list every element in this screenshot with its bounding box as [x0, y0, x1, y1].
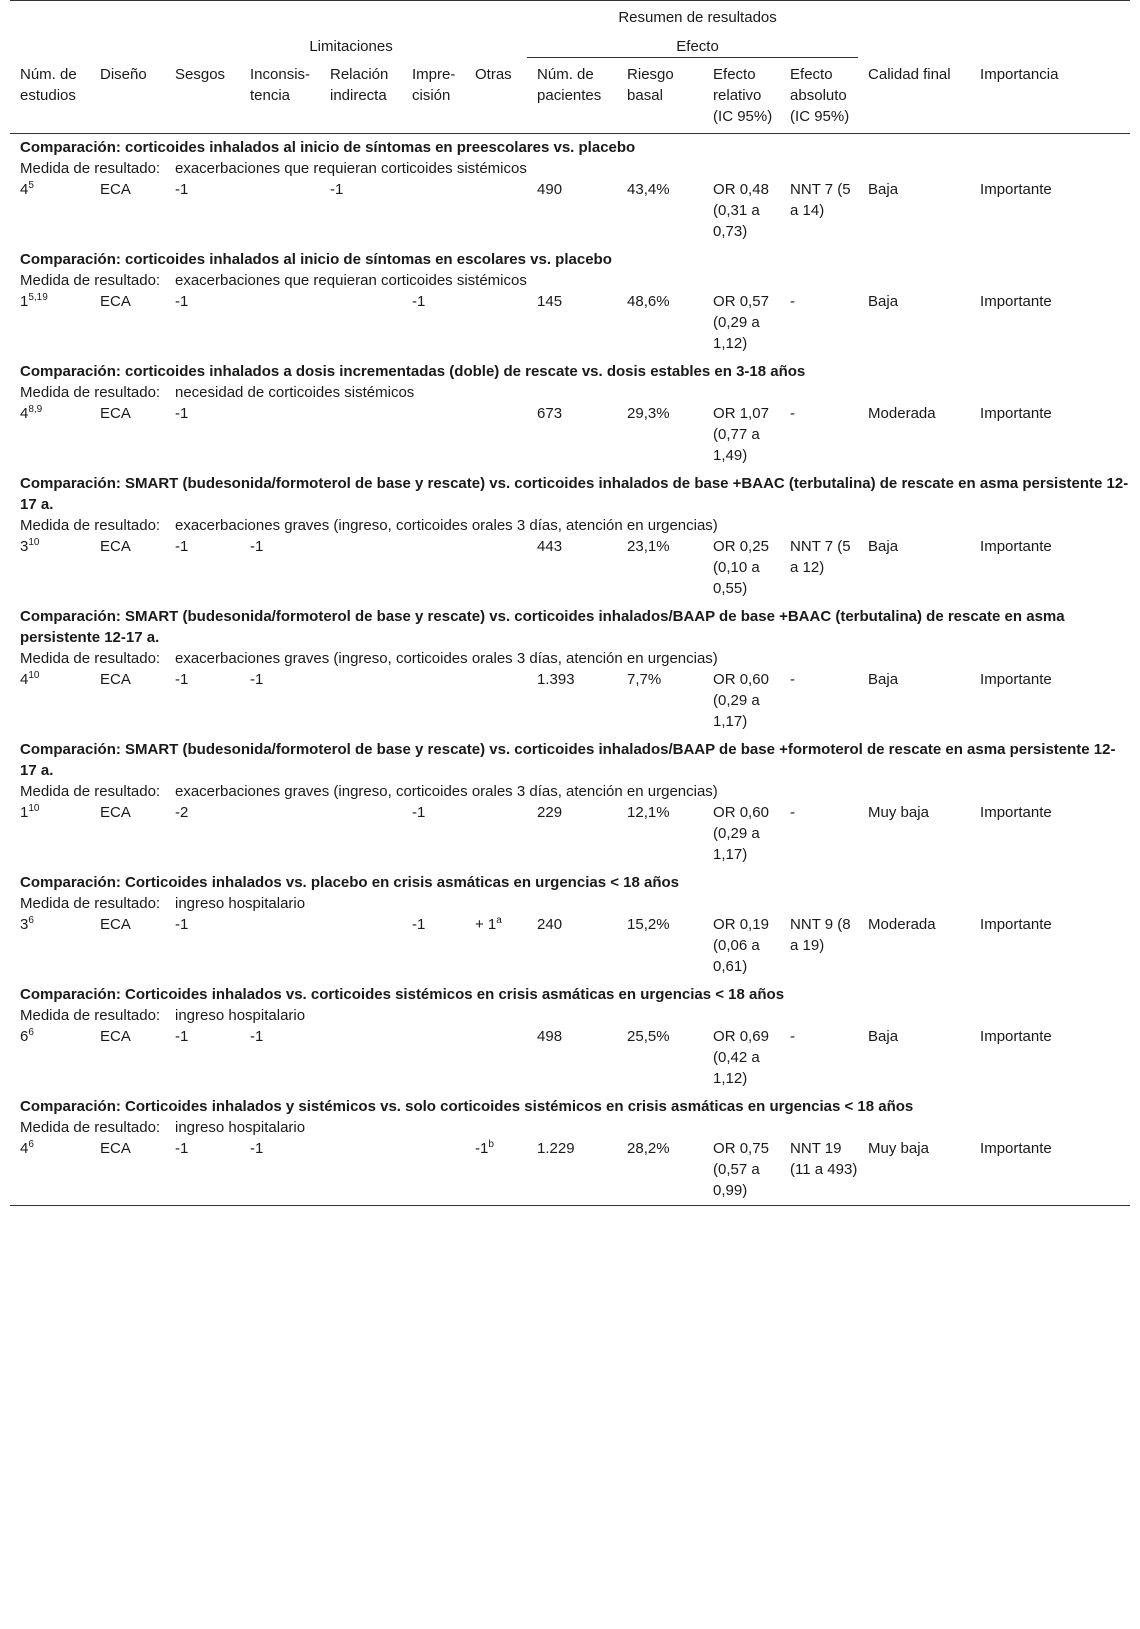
outcome-measure-label: Medida de resultado:	[20, 517, 161, 534]
sesgos-cell: -1	[175, 405, 189, 422]
comparison-title: Comparación: corticoides inhalados al inicio de síntomas en escolares vs. placebo	[20, 251, 612, 268]
outcome-measure: exacerbaciones graves (ingreso, corticoides orales 3 días, atención en urgencias)	[175, 783, 718, 800]
num-pacientes-cell: 498	[537, 1028, 563, 1045]
col-num-estudios: Núm. de estudios	[10, 58, 90, 134]
col-efecto-absoluto: Efecto absoluto (IC 95%)	[780, 58, 858, 134]
diseno-cell: ECA	[100, 804, 131, 821]
col-diseno: Diseño	[90, 58, 165, 134]
comparison-row	[10, 736, 1130, 781]
efecto-absoluto-cell: NNT 9 (8 a 19)	[790, 916, 851, 954]
otras-cell	[465, 291, 527, 358]
riesgo-basal-cell: 25,5%	[627, 1028, 670, 1045]
outcome-measure-row	[10, 893, 1130, 914]
inconsistencia-cell	[240, 914, 320, 981]
inconsistencia-cell: -1	[240, 1138, 320, 1206]
reference-superscript: 6	[28, 1139, 34, 1150]
efecto-relativo-cell: OR 0,25 (0,10 a 0,55)	[713, 538, 769, 597]
table-row	[10, 1026, 1130, 1093]
imprecision-cell	[402, 1138, 465, 1206]
efecto-absoluto-cell: -	[790, 405, 796, 422]
importancia-cell: Importante	[970, 1138, 1130, 1206]
imprecision-cell	[402, 403, 465, 470]
relacion-indirecta-cell	[320, 291, 402, 358]
col-relacion-indirecta: Relación indirecta	[320, 58, 402, 134]
imprecision-cell: -1	[412, 916, 426, 933]
num-pacientes-cell: 1.229	[527, 1138, 617, 1206]
relacion-indirecta-cell: -1	[330, 181, 344, 198]
outcome-measure-row	[10, 382, 1130, 403]
sesgos-cell: -1	[175, 181, 189, 198]
comparison-row	[10, 981, 1130, 1005]
diseno-cell: ECA	[100, 181, 131, 198]
col-imprecision: Impre-cisión	[402, 58, 465, 134]
num-estudios: 4	[20, 181, 29, 198]
outcome-measure: exacerbaciones que requieran corticoides sistémicos	[175, 272, 527, 289]
outcome-measure-row	[10, 781, 1130, 802]
riesgo-basal-cell: 15,2%	[627, 916, 670, 933]
imprecision-cell	[402, 179, 465, 246]
imprecision-cell	[402, 669, 465, 736]
calidad-final-cell: Moderada	[868, 916, 936, 933]
otras-cell	[465, 669, 527, 736]
imprecision-cell	[402, 536, 465, 603]
otras-value: + 1	[475, 916, 497, 933]
importancia-cell: Importante	[980, 293, 1052, 310]
table-body	[10, 134, 1130, 1206]
calidad-final-cell: Baja	[868, 538, 899, 555]
importancia-cell: Importante	[980, 1028, 1052, 1045]
outcome-measure-row	[10, 515, 1130, 536]
outcome-measure-label: Medida de resultado:	[20, 384, 161, 401]
num-estudios-cell	[10, 914, 90, 981]
reference-superscript: 10	[28, 670, 40, 681]
num-estudios-cell	[10, 1138, 90, 1206]
riesgo-basal-cell: 7,7%	[627, 671, 662, 688]
num-estudios: 1	[20, 293, 29, 310]
imprecision-cell: -1	[412, 804, 426, 821]
table-row	[10, 536, 1130, 603]
num-pacientes-cell: 443	[537, 538, 563, 555]
outcome-measure: necesidad de corticoides sistémicos	[175, 384, 415, 401]
outcome-measure-label: Medida de resultado:	[20, 650, 161, 667]
comparison-title: Comparación: Corticoides inhalados vs. corticoides sistémicos en crisis asmáticas en urgencias < 18 años	[20, 986, 785, 1003]
otras-cell	[465, 536, 527, 603]
num-estudios: 4	[20, 671, 29, 688]
inconsistencia-cell	[240, 403, 320, 470]
otras-cell	[465, 179, 527, 246]
relacion-indirecta-cell	[320, 669, 402, 736]
calidad-final-cell: Moderada	[868, 405, 936, 422]
table-header	[10, 1, 1130, 134]
header-limitaciones: Limitaciones	[309, 38, 393, 55]
sesgos-cell: -1	[175, 671, 189, 688]
outcome-measure-row	[10, 1117, 1130, 1138]
reference-superscript: 10	[28, 803, 40, 814]
num-pacientes-cell: 145	[537, 293, 563, 310]
efecto-relativo-cell: OR 0,57 (0,29 a 1,12)	[713, 293, 769, 352]
comparison-title: Comparación: Corticoides inhalados y sistémicos vs. solo corticoides sistémicos en crisis asmáticas en urgencias < 18 años	[20, 1098, 914, 1115]
table-row	[10, 669, 1130, 736]
outcome-measure-label: Medida de resultado:	[20, 895, 161, 912]
imprecision-cell	[402, 1026, 465, 1093]
calidad-final-cell: Baja	[868, 293, 899, 310]
efecto-relativo-cell: OR 0,60 (0,29 a 1,17)	[713, 804, 769, 863]
otras-cell	[465, 1138, 527, 1206]
sesgos-cell: -1	[165, 1138, 240, 1206]
diseno-cell: ECA	[100, 1028, 131, 1045]
importancia-cell: Importante	[980, 181, 1052, 198]
efecto-relativo-cell: OR 0,69 (0,42 a 1,12)	[713, 1028, 769, 1087]
num-estudios-cell	[10, 291, 90, 358]
table-row	[10, 179, 1130, 246]
header-efecto: Efecto	[527, 28, 858, 58]
sesgos-cell: -1	[175, 293, 189, 310]
efecto-absoluto-cell: NNT 7 (5 a 12)	[790, 538, 851, 576]
riesgo-basal-cell: 43,4%	[627, 181, 670, 198]
col-inconsistencia: Inconsis-tencia	[240, 58, 320, 134]
num-pacientes-cell: 1.393	[537, 671, 575, 688]
efecto-relativo-cell: OR 0,19 (0,06 a 0,61)	[713, 916, 769, 975]
relacion-indirecta-cell	[320, 536, 402, 603]
reference-superscript: 8,9	[28, 404, 43, 415]
num-estudios-cell	[10, 179, 90, 246]
col-calidad-final: Calidad final	[858, 58, 970, 134]
importancia-cell: Importante	[980, 916, 1052, 933]
table-row	[10, 1138, 1130, 1206]
diseno-cell: ECA	[90, 1138, 165, 1206]
outcome-measure-row	[10, 270, 1130, 291]
riesgo-basal-cell: 28,2%	[617, 1138, 703, 1206]
comparison-row	[10, 246, 1130, 270]
riesgo-basal-cell: 29,3%	[627, 405, 670, 422]
outcome-measure: exacerbaciones que requieran corticoides sistémicos	[175, 160, 527, 177]
efecto-relativo-cell: OR 0,75 (0,57 a 0,99)	[703, 1138, 780, 1206]
inconsistencia-cell: -1	[250, 538, 264, 555]
importancia-cell: Importante	[980, 405, 1052, 422]
efecto-relativo-cell: OR 1,07 (0,77 a 1,49)	[713, 405, 769, 464]
relacion-indirecta-cell	[320, 802, 402, 869]
outcome-measure-label: Medida de resultado:	[20, 1007, 161, 1024]
importancia-cell: Importante	[980, 538, 1052, 555]
importancia-cell: Importante	[980, 671, 1052, 688]
inconsistencia-cell	[240, 291, 320, 358]
relacion-indirecta-cell	[320, 914, 402, 981]
efecto-relativo-cell: OR 0,48 (0,31 a 0,73)	[713, 181, 769, 240]
diseno-cell: ECA	[100, 293, 131, 310]
footnote-superscript: a	[496, 915, 502, 926]
relacion-indirecta-cell	[320, 403, 402, 470]
comparison-title: Comparación: corticoides inhalados al inicio de síntomas en preescolares vs. placebo	[20, 139, 636, 156]
riesgo-basal-cell: 12,1%	[627, 804, 670, 821]
num-pacientes-cell: 673	[537, 405, 563, 422]
outcome-measure-label: Medida de resultado:	[20, 783, 161, 800]
comparison-row	[10, 869, 1130, 893]
outcome-measure: exacerbaciones graves (ingreso, corticoides orales 3 días, atención en urgencias)	[175, 650, 718, 667]
num-estudios: 1	[20, 804, 29, 821]
num-estudios: 3	[20, 538, 29, 555]
col-importancia: Importancia	[970, 58, 1130, 134]
table-row	[10, 914, 1130, 981]
inconsistencia-cell: -1	[250, 671, 264, 688]
calidad-final-cell: Baja	[868, 671, 899, 688]
col-otras: Otras	[465, 58, 527, 134]
num-estudios-cell	[10, 403, 90, 470]
inconsistencia-cell: -1	[250, 1028, 264, 1045]
comparison-row	[10, 470, 1130, 515]
calidad-final-cell: Muy baja	[868, 804, 929, 821]
col-sesgos: Sesgos	[165, 58, 240, 134]
riesgo-basal-cell: 23,1%	[627, 538, 670, 555]
comparison-row	[10, 603, 1130, 648]
outcome-measure-label: Medida de resultado:	[20, 160, 161, 177]
grade-evidence-table	[10, 0, 1130, 1206]
imprecision-cell: -1	[412, 293, 426, 310]
riesgo-basal-cell: 48,6%	[627, 293, 670, 310]
outcome-measure-row	[10, 158, 1130, 179]
efecto-absoluto-cell: -	[790, 293, 796, 310]
diseno-cell: ECA	[100, 538, 131, 555]
outcome-measure: ingreso hospitalario	[175, 1119, 306, 1136]
comparison-row	[10, 1093, 1130, 1117]
efecto-absoluto-cell: -	[790, 671, 796, 688]
col-efecto-relativo: Efecto relativo (IC 95%)	[703, 58, 780, 134]
diseno-cell: ECA	[100, 916, 131, 933]
calidad-final-cell: Baja	[868, 181, 899, 198]
calidad-final-cell: Baja	[868, 1028, 899, 1045]
comparison-title: Comparación: SMART (budesonida/formoterol de base y rescate) vs. corticoides inhalados de base +BAAC (terbutalina) de rescate en asma persistente 12-17 a.	[20, 475, 1129, 513]
num-estudios-cell	[10, 802, 90, 869]
otras-cell	[465, 914, 527, 981]
reference-superscript: 5	[28, 180, 34, 191]
reference-superscript: 6	[28, 915, 34, 926]
otras-cell	[465, 403, 527, 470]
importancia-cell: Importante	[980, 804, 1052, 821]
footnote-superscript: b	[488, 1139, 494, 1150]
col-num-pacientes: Núm. de pacientes	[527, 58, 617, 134]
efecto-absoluto-cell: NNT 7 (5 a 14)	[790, 181, 851, 219]
diseno-cell: ECA	[100, 405, 131, 422]
comparison-title: Comparación: Corticoides inhalados vs. placebo en crisis asmáticas en urgencias < 18 años	[20, 874, 679, 891]
num-estudios: 4	[20, 405, 29, 422]
comparison-title: Comparación: SMART (budesonida/formoterol de base y rescate) vs. corticoides inhalados/BAAP de base +formoterol de rescate en asma persistente 12-17 a.	[20, 741, 1116, 779]
otras-cell	[465, 1026, 527, 1093]
relacion-indirecta-cell	[320, 1138, 402, 1206]
num-pacientes-cell: 240	[537, 916, 563, 933]
grade-table-container	[10, 0, 1130, 1206]
comparison-row	[10, 358, 1130, 382]
efecto-absoluto-cell: -	[790, 1028, 796, 1045]
table-row	[10, 802, 1130, 869]
diseno-cell: ECA	[100, 671, 131, 688]
table-row	[10, 291, 1130, 358]
num-estudios-cell	[10, 669, 90, 736]
outcome-measure-row	[10, 1005, 1130, 1026]
reference-superscript: 10	[28, 537, 40, 548]
num-estudios-cell	[10, 1026, 90, 1093]
sesgos-cell: -1	[175, 538, 189, 555]
outcome-measure-label: Medida de resultado:	[20, 272, 161, 289]
efecto-relativo-cell: OR 0,60 (0,29 a 1,17)	[713, 671, 769, 730]
efecto-absoluto-cell: -	[790, 804, 796, 821]
calidad-final-cell: Muy baja	[858, 1138, 970, 1206]
outcome-measure: ingreso hospitalario	[175, 895, 306, 912]
outcome-measure: ingreso hospitalario	[175, 1007, 306, 1024]
header-resumen: Resumen de resultados	[527, 1, 858, 29]
num-estudios: 6	[20, 1028, 29, 1045]
reference-superscript: 5,19	[28, 292, 48, 303]
outcome-measure: exacerbaciones graves (ingreso, corticoides orales 3 días, atención en urgencias)	[175, 517, 718, 534]
num-pacientes-cell: 229	[537, 804, 563, 821]
num-estudios: 4	[20, 1140, 29, 1157]
comparison-title: Comparación: SMART (budesonida/formoterol de base y rescate) vs. corticoides inhalados/BAAP de base +BAAC (terbutalina) de rescate en asma persistente 12-17 a.	[20, 608, 1065, 646]
otras-value: -1	[475, 1140, 489, 1157]
table-row	[10, 403, 1130, 470]
num-estudios: 3	[20, 916, 29, 933]
outcome-measure-row	[10, 648, 1130, 669]
inconsistencia-cell	[240, 802, 320, 869]
inconsistencia-cell	[240, 179, 320, 246]
num-estudios-cell	[10, 536, 90, 603]
comparison-title: Comparación: corticoides inhalados a dosis incrementadas (doble) de rescate vs. dosis estables en 3-18 años	[20, 363, 806, 380]
col-riesgo-basal: Riesgo basal	[617, 58, 703, 134]
outcome-measure-label: Medida de resultado:	[20, 1119, 161, 1136]
relacion-indirecta-cell	[320, 1026, 402, 1093]
sesgos-cell: -2	[175, 804, 189, 821]
sesgos-cell: -1	[175, 1028, 189, 1045]
sesgos-cell: -1	[175, 916, 189, 933]
otras-cell	[465, 802, 527, 869]
reference-superscript: 6	[28, 1027, 34, 1038]
comparison-row	[10, 134, 1130, 159]
efecto-absoluto-cell: NNT 19 (11 a 493)	[780, 1138, 858, 1206]
num-pacientes-cell: 490	[537, 181, 563, 198]
